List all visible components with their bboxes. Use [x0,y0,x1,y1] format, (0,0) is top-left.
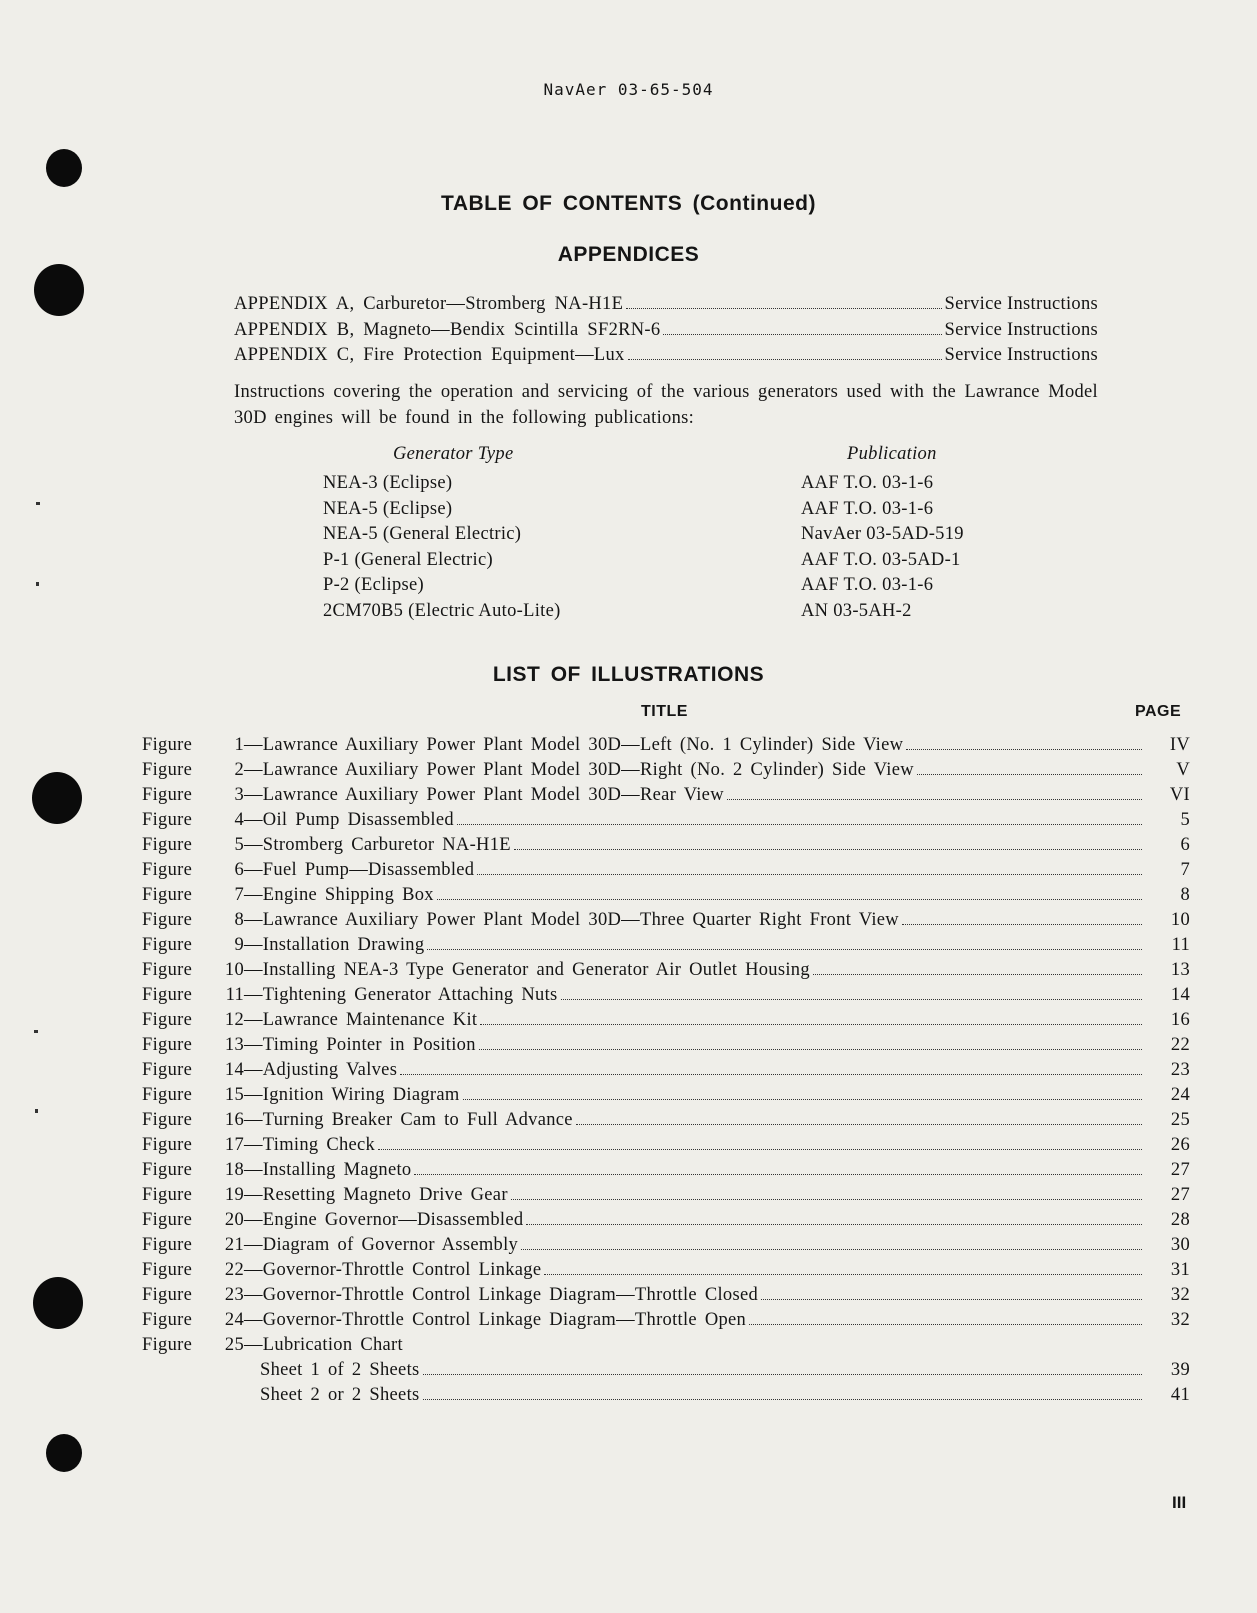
figure-page: V [1176,760,1190,780]
dot-leader [526,1224,1142,1225]
figure-title: —Governor-Throttle Control Linkage Diagram—Throttle Open [244,1310,747,1330]
sheet-page: 39 [1170,1360,1190,1380]
generator-type-header: Generator Type [393,444,514,464]
figure-title: —Resetting Magneto Drive Gear [244,1185,508,1205]
figure-label: Figure [142,960,193,980]
figure-page: 31 [1170,1260,1190,1280]
figure-number: 5 [234,835,244,855]
figure-title: —Lawrance Maintenance Kit [244,1010,478,1030]
generator-intro: Instructions covering the operation and servicing of the various generators used with the Lawrance Model 30D engines will be found in the following publications: [234,382,1098,428]
figure-entry [142,783,1190,808]
figure-number: 14 [224,1060,244,1080]
sheet-entry [142,1383,1190,1408]
binder-hole [32,772,82,824]
figure-page: 5 [1180,810,1190,830]
dot-leader [727,799,1142,800]
speck [35,1109,38,1113]
figure-entry [142,983,1190,1008]
figure-title: —Tightening Generator Attaching Nuts [244,985,558,1005]
figure-label: Figure [142,1010,193,1030]
dot-leader [663,334,941,335]
dot-leader [514,849,1142,850]
publication: AAF T.O. 03-1-6 [801,473,934,493]
publication: NavAer 03-5AD-519 [801,524,964,544]
dot-leader [626,308,941,309]
figure-title: —Governor-Throttle Control Linkage [244,1260,542,1280]
appendix-name: APPENDIX B, Magneto—Bendix Scintilla SF2RN-6 [234,319,661,340]
figure-page: 30 [1170,1235,1190,1255]
figure-title: —Stromberg Carburetor NA-H1E [244,835,511,855]
figure-entry [142,1233,1190,1258]
dot-leader [521,1249,1142,1250]
page-column-header: PAGE [1135,703,1182,720]
appendix-desc: Service Instructions [944,345,1098,365]
dot-leader [917,774,1142,775]
page-number: III [1172,1493,1187,1512]
publication: AAF T.O. 03-1-6 [801,498,934,519]
figure-entry [142,1183,1190,1208]
generator-row [323,548,1023,574]
figure-title: —Diagram of Governor Assembly [244,1235,519,1255]
figure-label: Figure [142,885,193,905]
dot-leader [906,749,1142,750]
figure-label: Figure [142,1235,193,1255]
figure-title: —Timing Pointer in Position [244,1035,476,1055]
publication-header: Publication [847,444,937,464]
appendix-name: APPENDIX A, Carburetor—Stromberg NA-H1E [234,294,624,314]
figure-entry [142,833,1190,858]
figure-page: 13 [1170,960,1190,980]
figure-label: Figure [142,1310,193,1330]
figure-entry [142,758,1190,783]
speck [36,502,40,505]
figure-number: 23 [224,1285,244,1305]
figure-entry [142,1108,1190,1133]
figure-number: 6 [234,860,244,880]
figure-page: 28 [1170,1210,1190,1230]
figure-number: 20 [224,1210,244,1230]
figure-label: Figure [142,910,193,930]
figure-number: 16 [224,1110,244,1130]
appendix-name: APPENDIX C, Fire Protection Equipment—Lux [234,345,625,365]
figure-title: —Installing NEA-3 Type Generator and Generator Air Outlet Housing [244,960,810,980]
figure-label: Figure [142,1260,193,1280]
figure-number: 12 [224,1010,244,1030]
figure-title: —Turning Breaker Cam to Full Advance [244,1110,573,1130]
figure-title: —Governor-Throttle Control Linkage Diagram—Throttle Closed [244,1285,759,1305]
figure-label: Figure [142,785,193,805]
dot-leader [463,1099,1142,1100]
figure-number: 19 [224,1185,244,1205]
figure-page: 7 [1180,860,1190,880]
binder-hole [46,149,82,187]
illustrations-heading: LIST OF ILLUSTRATIONS [492,663,765,686]
figure-entry [142,933,1190,958]
figure-title: —Oil Pump Disassembled [244,810,454,830]
figure-title: —Engine Governor—Disassembled [244,1210,524,1230]
figure-number: 1 [234,735,244,755]
dot-leader [761,1299,1142,1300]
figure-title: —Lubrication Chart [244,1335,403,1355]
figure-label: Figure [142,835,193,855]
figure-page: 22 [1170,1035,1190,1055]
figure-title: —Engine Shipping Box [244,885,434,905]
dot-leader [457,824,1142,825]
sheet-title: Sheet 1 of 2 Sheets [260,1360,420,1380]
figure-title: —Installation Drawing [244,935,425,955]
appendix-entry [234,343,1098,369]
figure-number: 4 [234,810,244,830]
dot-leader [511,1199,1142,1200]
figure-page: 11 [1171,935,1190,955]
dot-leader [628,359,942,360]
generator-type: NEA-5 (General Electric) [323,524,522,544]
figure-label: Figure [142,1060,193,1080]
figure-number: 22 [224,1260,244,1280]
appendices-heading: APPENDICES [557,243,700,266]
figure-entry [142,1158,1190,1183]
dot-leader [749,1324,1142,1325]
title-column-header: TITLE [641,703,688,720]
figure-label: Figure [142,1285,193,1305]
figure-label: Figure [142,1110,193,1130]
generator-type: P-1 (General Electric) [323,549,493,570]
sheet-page: 41 [1170,1385,1190,1405]
appendix-entry [234,318,1098,344]
figure-title: —Adjusting Valves [244,1060,398,1080]
figure-title: —Lawrance Auxiliary Power Plant Model 30D—Three Quarter Right Front View [244,910,899,930]
binder-hole [34,264,84,316]
figure-entry [142,733,1190,758]
figure-label: Figure [142,1335,193,1355]
speck [34,1030,38,1033]
figure-label: Figure [142,860,193,880]
figure-page: 25 [1170,1110,1190,1130]
figure-number: 15 [224,1085,244,1105]
dot-leader [414,1174,1142,1175]
figure-page: VI [1169,785,1190,805]
figure-label: Figure [142,1135,193,1155]
figure-label: Figure [142,760,193,780]
figure-title: —Installing Magneto [244,1160,412,1180]
generator-type: P-2 (Eclipse) [323,575,424,595]
appendix-desc: Service Instructions [944,294,1098,314]
figure-number: 25 [224,1335,244,1355]
generator-type: NEA-5 (Eclipse) [323,498,453,519]
publication: AN 03-5AH-2 [801,600,912,621]
figure-label: Figure [142,735,193,755]
figure-entry [142,858,1190,883]
sheet-title: Sheet 2 or 2 Sheets [260,1385,420,1405]
speck [36,582,39,586]
figure-title: —Lawrance Auxiliary Power Plant Model 30D—Rear View [244,785,724,805]
figure-label: Figure [142,935,193,955]
figure-page: 32 [1170,1285,1190,1305]
figure-number: 17 [224,1135,244,1155]
binder-hole [33,1277,83,1329]
figure-label: Figure [142,1185,193,1205]
figure-title: —Lawrance Auxiliary Power Plant Model 30D—Right (No. 2 Cylinder) Side View [244,760,914,780]
figure-entry [142,1083,1190,1108]
figure-entry [142,1258,1190,1283]
figure-page: 16 [1170,1010,1190,1030]
appendix-list [234,292,1098,369]
figure-number: 9 [234,935,244,955]
figure-page: 14 [1170,985,1190,1005]
dot-leader [561,999,1142,1000]
generator-row [323,471,1023,497]
figure-label: Figure [142,1210,193,1230]
figure-entry [142,808,1190,833]
figure-label: Figure [142,810,193,830]
figure-number: 3 [234,785,244,805]
dot-leader [427,949,1142,950]
generator-type: NEA-3 (Eclipse) [323,473,453,493]
figure-number: 8 [234,910,244,930]
figure-label: Figure [142,1085,193,1105]
figure-entry [142,908,1190,933]
figure-title: —Timing Check [244,1135,376,1155]
figure-number: 13 [224,1035,244,1055]
figure-page: 27 [1170,1160,1190,1180]
figure-label: Figure [142,1035,193,1055]
generator-row [323,522,1023,548]
figure-title: —Lawrance Auxiliary Power Plant Model 30D—Left (No. 1 Cylinder) Side View [244,735,904,755]
binder-hole [46,1434,82,1472]
dot-leader [437,899,1142,900]
figure-page: 26 [1170,1135,1190,1155]
figure-label: Figure [142,985,193,1005]
figure-entry [142,1283,1190,1308]
generator-row [323,573,1023,599]
dot-leader [813,974,1142,975]
generator-row [323,497,1023,523]
figure-page: IV [1169,735,1190,755]
dot-leader [477,874,1142,875]
appendix-entry [234,292,1098,318]
publication: AAF T.O. 03-5AD-1 [801,549,961,570]
figure-entry [142,1033,1190,1058]
dot-leader [479,1049,1142,1050]
dot-leader [423,1374,1142,1375]
generator-row [323,599,1023,625]
figure-number: 2 [234,760,244,780]
generator-type: 2CM70B5 (Electric Auto-Lite) [323,600,561,621]
figure-page: 24 [1170,1085,1190,1105]
dot-leader [544,1274,1142,1275]
generator-table [323,471,1023,624]
dot-leader [576,1124,1142,1125]
figure-entry [142,958,1190,983]
figure-title: —Fuel Pump—Disassembled [244,860,475,880]
figure-number: 21 [224,1235,244,1255]
figure-page: 27 [1170,1185,1190,1205]
figure-number: 11 [225,985,244,1005]
figure-entry [142,1208,1190,1233]
figure-page: 23 [1170,1060,1190,1080]
document-id: NavAer 03-65-504 [543,80,714,99]
figure-entry [142,1308,1190,1333]
illustration-list [142,733,1190,1408]
appendix-desc: Service Instructions [944,319,1098,340]
figure-page: 6 [1180,835,1190,855]
figure-entry [142,1008,1190,1033]
dot-leader [400,1074,1142,1075]
dot-leader [378,1149,1142,1150]
figure-entry [142,1133,1190,1158]
figure-number: 18 [224,1160,244,1180]
figure-entry [142,1058,1190,1083]
dot-leader [480,1024,1142,1025]
sheet-entry [142,1358,1190,1383]
figure-page: 8 [1180,885,1190,905]
dot-leader [423,1399,1142,1400]
figure-title: —Ignition Wiring Diagram [244,1085,460,1105]
figure-number: 7 [234,885,244,905]
figure-number: 24 [224,1310,244,1330]
figure-page: 32 [1170,1310,1190,1330]
figure-entry [142,1333,1190,1358]
figure-number: 10 [224,960,244,980]
dot-leader [902,924,1142,925]
toc-heading: TABLE OF CONTENTS (Continued) [441,192,816,215]
figure-label: Figure [142,1160,193,1180]
figure-page: 10 [1170,910,1190,930]
figure-entry [142,883,1190,908]
publication: AAF T.O. 03-1-6 [801,575,934,595]
